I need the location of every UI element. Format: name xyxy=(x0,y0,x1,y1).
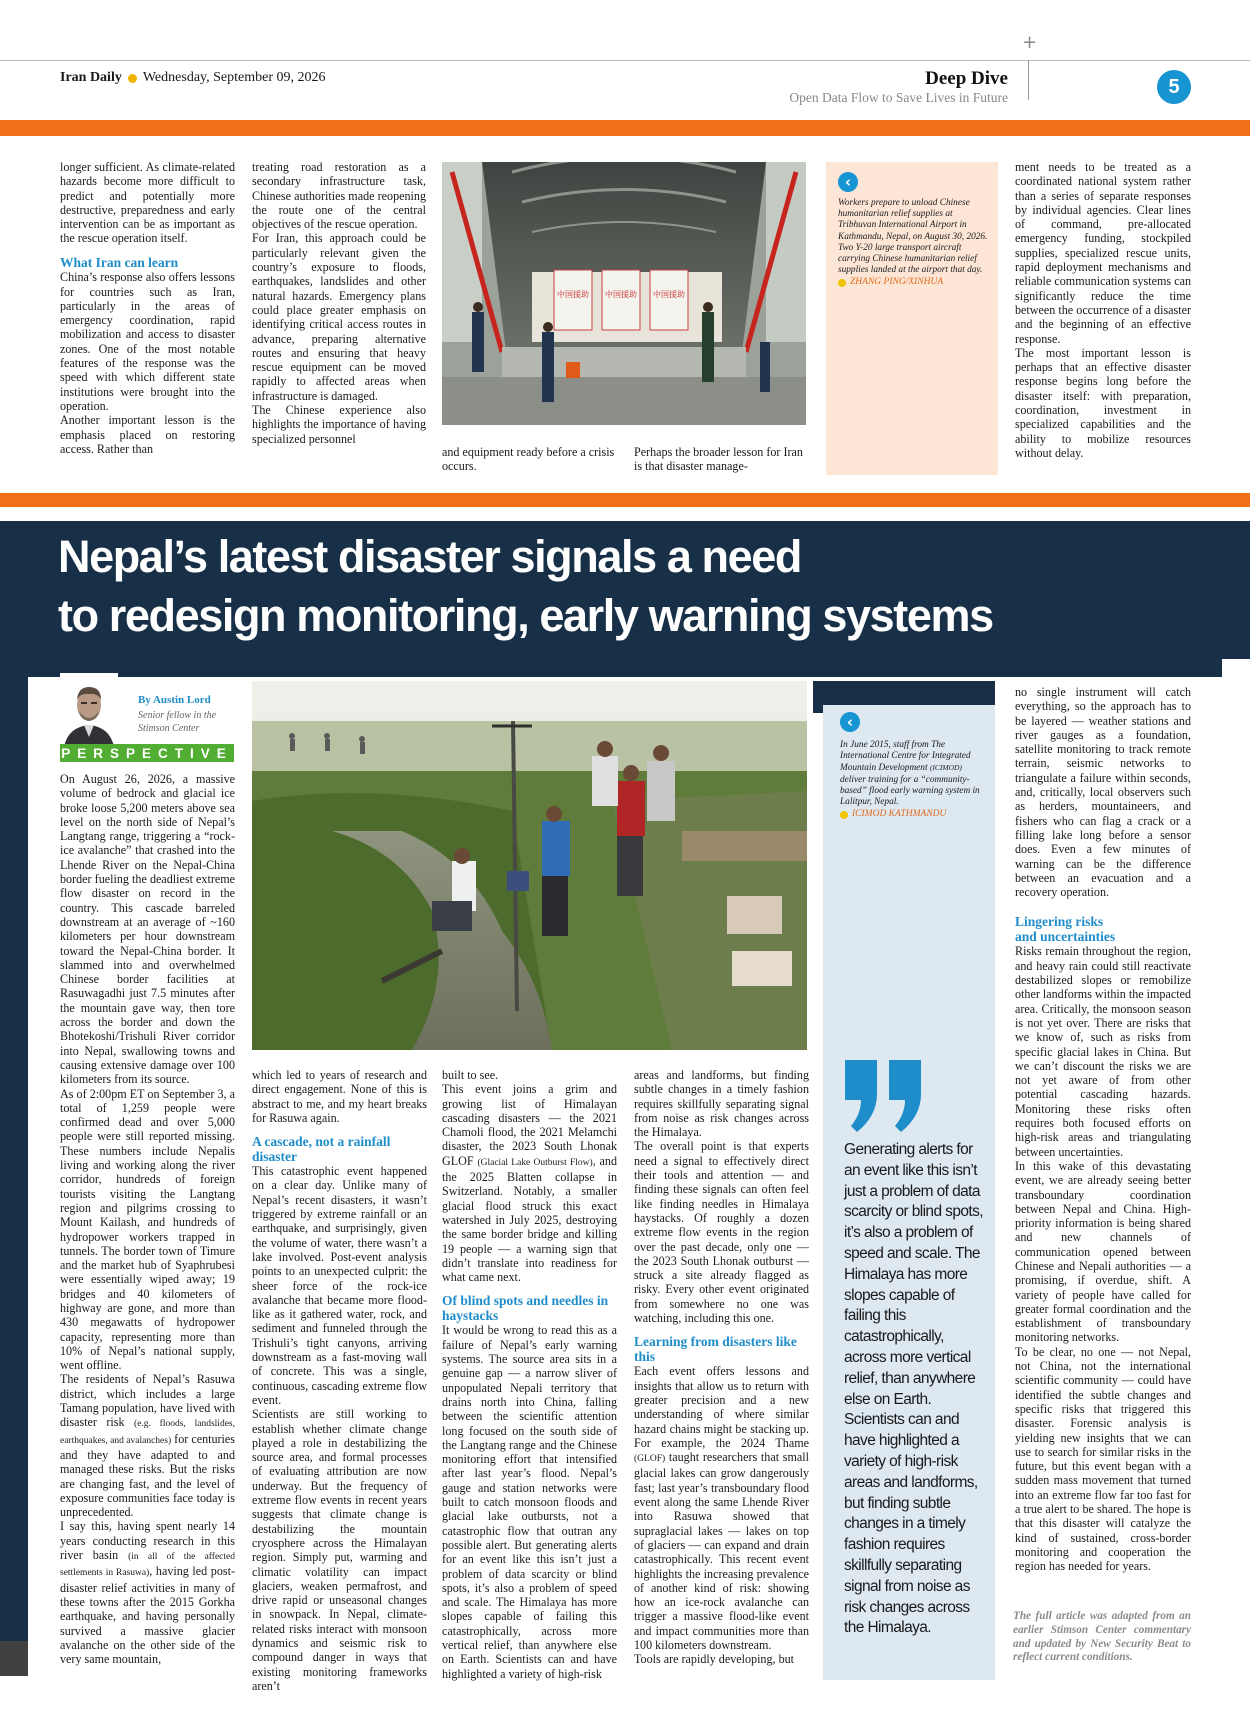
subheading: Of blind spots and needles in haystacks xyxy=(442,1293,609,1323)
quote-mark-icon xyxy=(843,1060,925,1137)
paragraph xyxy=(60,1519,235,1666)
subheading xyxy=(1015,915,1191,944)
section-title: Deep Dive xyxy=(925,68,1008,89)
subheading: What Iran can learn xyxy=(60,254,179,270)
text-run: (ICIMOD) xyxy=(929,763,962,773)
paragraph xyxy=(60,1372,235,1519)
headline-line-1: Nepal’s latest disaster signals a need xyxy=(58,531,801,582)
text-run: deliver training for a “community-based” flood early warning system in Lalitpur, Nepal. xyxy=(840,774,980,808)
top-article-column-5 xyxy=(1015,160,1191,460)
author-avatar xyxy=(60,673,118,747)
cargo-aircraft-photo xyxy=(442,162,806,425)
section-divider-bar xyxy=(0,493,1250,507)
flood-warning-training-photo xyxy=(252,681,807,1050)
box-label: 中国援助 xyxy=(557,290,589,299)
caption-text xyxy=(840,740,990,808)
top-article-column-3 xyxy=(442,445,618,474)
section-subtitle: Open Data Flow to Save Lives in Future xyxy=(789,90,1008,105)
paragraph: It would be wrong to read this as a failure of Nepal’s early warning systems. The source area sits in a genuine gap — a narrow sliver of unpopulated Nepali territory that drains north into China, falling between the scientific attention long focused on the south side of the Langtang range and the Chinese monitoring effort that intensified after last year’s flood. Nepal’s gauge and station networks were built to catch monsoon floods and glacial lake outbursts, not a catastrophic flow that outran any possible alert. But generating alerts for an event like this isn’t just a problem of data scarcity or blind spots, it’s also a problem of speed and scale. The Himalaya has more slopes capable of failing this catastrophically, across more vertical relief, than anywhere else on Earth. Scientists can and have highlighted a variety of high-risk xyxy=(442,1323,617,1681)
top-article-column-1 xyxy=(60,160,235,456)
crop-mark-plus: + xyxy=(1022,32,1038,53)
headline-line-2: to redesign monitoring, early warning systems xyxy=(58,590,993,641)
text-run: , and the 2025 Blatten collapse in Switzerland. Notably, a smaller glacial flood struck this exact watershed in July 2025, destroying the same border bridge and killing 19 people — a warning sign that didn’t translate into readiness for what came next. xyxy=(442,1153,617,1285)
paragraph: areas and landforms, but finding subtle changes in a timely fashion requires skillfully separating signal from noise as risk changes across the Himalaya. xyxy=(634,1068,809,1140)
side-panel-notch xyxy=(813,705,823,713)
main-column-6 xyxy=(1015,685,1191,1574)
main-column-2 xyxy=(252,1068,427,1693)
subheading: Learning from disasters like this xyxy=(634,1334,797,1364)
paragraph xyxy=(442,1082,617,1284)
photo-caption xyxy=(838,198,990,289)
main-headline xyxy=(58,527,1228,645)
text-run: Each event offers lessons and insights that allow us to return with greater precision and a new understanding of where similar hazard chains might be stacking up. For example, the 2024 Thame xyxy=(634,1364,809,1450)
left-edge-block xyxy=(0,1641,28,1676)
header-divider xyxy=(1028,60,1029,100)
paragraph: The overall point is that experts need a signal to effectively direct their tools and attention — and finding these signals can often feel like finding needles in Himalaya haystacks. Of roughly a dozen extreme flow events in the region over the past decade, only one — the 2023 South Lhonak outburst — struck a site already flagged as risky. Every other event originated from somewhere no one was watching, including this one. xyxy=(634,1139,809,1326)
paragraph: treating road restoration as a secondary infrastructure task, Chinese authorities made reopening the route one of the central objectives of the rescue operation. xyxy=(252,160,426,232)
paragraph: To be clear, no one — not Nepal, not China, not the international scientific community — could have identified the subtle changes and specific risks that triggered this disaster. Forensic analysis is yielding new insights that we can use to search for similar risks in the future, but this event began with a sudden mass movement that turned into an extreme flow far too fast for a true alert to be shared. The hope is that this disaster will catalyze the kind of sustained, cross-border monitoring and cooperation the region has needed for years. xyxy=(1015,1344,1191,1574)
article-source-note: The full article was adapted from an earlier Stimson Center commentary and updated by New Security Beat to reflect current conditions. xyxy=(1013,1610,1191,1664)
credit-dot-icon xyxy=(840,811,848,819)
chevron-left-icon: ‹ xyxy=(838,172,858,192)
credit-text: ICIMOD KATHMANDU xyxy=(852,809,947,820)
paragraph: China’s response also offers lessons for countries such as Iran, particularly in the areas of emergency coordination, rapid mobilization and access to disaster zones. One of the most notable features of the response was the speed with which different state institutions were brought into the operation. xyxy=(60,270,235,413)
paragraph: The most important lesson is perhaps that an effective disaster response begins long before the disaster itself: with preparation, coordination, investment in specialized capabilities and the ability to mobilize resources without delay. xyxy=(1015,345,1191,460)
main-column-4 xyxy=(634,1068,809,1667)
left-edge-band xyxy=(0,677,28,1641)
paper-name: Iran Daily xyxy=(60,70,122,85)
credit-text: ZHANG PING/XINHUA xyxy=(850,277,944,288)
paragraph: ment needs to be treated as a coordinated national system rather than a series of separate responses by individual agencies. Clear lines of command, pre-allocated emergency funding, stockpiled supplies, specialized rescue units, rapid deployment mechanisms and reliable communication systems can significantly reduce the time between the occurrence of a disaster and the beginning of an effective response. xyxy=(1015,160,1191,346)
paragraph: As of 2:00pm ET on September 3, a total of 1,259 people were confirmed dead and over 5,000 people were still reported missing. These numbers include Nepalis living and working along the river corridor, hundreds of foreign tourists visiting the Langtang region and pilgrims crossing to Mount Kailash, and hundreds of hydropower workers trapped in tunnels. The border town of Timure and the market hub of Syaphrubesi were essentially wiped away; 19 bridges and 40 kilometers of highway are gone, and more than 430 megawatts of hydropower capacity, representing more than 10% of Nepal’s national supply, went offline. xyxy=(60,1086,235,1373)
paragraph: and equipment ready before a crisis occurs. xyxy=(442,445,615,474)
photo-credit xyxy=(838,277,990,288)
paragraph: Risks remain throughout the region, and heavy rain could still reactivate destabilized slopes or remobilize other landforms within the impacted area. Critically, the monsoon season is not yet over. There are risks that we know of, such as risks from specific glacial lakes in China. But we can’t discount the risks we are not yet aware of from other potential cascading hazards. Monitoring these risks often requires both focused efforts on high-risk areas and triangulating between uncertainties. xyxy=(1015,944,1191,1159)
headline-band-extension xyxy=(0,659,1222,677)
paragraph: Tools are rapidly developing, but xyxy=(634,1652,795,1667)
paragraph: On August 26, 2026, a massive volume of bedrock and glacial ice broke loose 5,200 meters above sea level on the north side of Nepal’s Langtang range, triggering a “rock-ice avalanche” that crashed into the Lhende River on the Nepal-China border fueling the deadliest extreme flow disaster on record in the country. This cascade barreled downstream at an average of ~160 kilometers per hour downstream toward the Nepal-China border. It slammed into and overwhelmed Chinese border facilities at Rasuwagadhi just 7.5 minutes after the mountain gave way, then tore across the border and down the Bhotekoshi/Trishuli River corridor into Nepal, swallowing towns and causing extensive damage over 100 kilometers from its source. xyxy=(60,772,235,1087)
text-run: (e.g. floods, landslides, earthquakes, and avalanches) xyxy=(60,1419,235,1446)
main-column-1 xyxy=(60,772,235,1666)
text-run: The residents of Nepal’s Rasuwa district, which includes a large Tamang population, have lived with disaster risk xyxy=(60,1372,235,1430)
credit-dot-icon xyxy=(838,279,846,287)
issue-date: Wednesday, September 09, 2026 xyxy=(142,70,326,85)
subheading-line-1: Lingering risks xyxy=(1015,914,1104,930)
box-label: 中国援助 xyxy=(653,290,685,299)
pull-quote: Generating alerts for an event like this isn’t just a problem of data scarcity or blind spots, it’s also a problem of speed and scale. The Himalaya has more slopes capable of failing this catastrophically, across more vertical relief, than anywhere else on Earth. Scientists can and have highlighted a variety of high-risk areas and landforms, but finding subtle changes in a timely fashion requires skillfully separating signal from noise as risk changes across the Himalaya. xyxy=(844,1141,983,1637)
subheading-line-2: and uncertainties xyxy=(1015,928,1116,944)
paragraph: no single instrument will catch everything, so the approach has to be layered — weather stations and river gauges as a foundation, satellite monitoring to track remote terrain, seismic networks to triangulate a failure within seconds, and, critically, local observers such as herders, mountaineers, and fishers who can flag a crack or a filling lake long before a sensor does. Even a few minutes of warning can be the difference between an evacuation and a recovery operation. xyxy=(1015,685,1191,900)
text-run: This event joins a grim and growing list of Himalayan cascading disasters — the 2021 Chamoli flood, the 2021 Melamchi disaster, the 2023 South Lhonak GLOF xyxy=(442,1082,617,1168)
photo-credit xyxy=(840,809,990,820)
main-photo-caption xyxy=(840,740,990,820)
paragraph: which led to years of research and direct engagement. None of this is abstract to me, and my heart breaks for Rasuwa again. xyxy=(252,1068,427,1125)
author-name: By Austin Lord xyxy=(138,694,211,706)
text-run: taught researchers that small glacial lakes can grow dangerously fast; last year’s transboundary flood event along the same Lhende River into Rasuwa showed that supraglacial lakes — lakes on top of glaciers — can expand and drain catastrophically. This recent event highlights the increasing prevalence of another kind of risk: showing how an ice-rock avalanche can trigger a massive flood-like event and impact communities more than 100 kilometers downstream. xyxy=(634,1450,809,1652)
subheading: A cascade, not a rainfall disaster xyxy=(252,1134,391,1164)
top-accent-bar xyxy=(0,120,1250,136)
page-number-badge: 5 xyxy=(1157,70,1191,104)
text-run: In June 2015, staff from The International Centre for Integrated Mountain Development xyxy=(840,740,971,774)
paper-dateline xyxy=(60,70,326,86)
text-run: I say this, having spent nearly 14 years conducting research in this river basin xyxy=(60,1519,235,1563)
author-role-line-1: Senior fellow in the xyxy=(138,710,217,721)
text-run: (GLOF) xyxy=(634,1454,666,1465)
text-run: (in all of the affected settlements in Rasuwa) xyxy=(60,1552,235,1579)
paragraph: This catastrophic event happened on a clear day. Unlike many of Nepal’s recent disasters, it wasn’t triggered by extreme rainfall or an earthquake, and surprisingly, given the volume of water, there wasn’t a lake involved. Post-event analysis points to an unexpected culprit: the sheer force of the rock-ice avalanche that became more flood-like as it gathered water, rock, and sediment and funneled through the Trishuli’s tight canyons, arriving downstream as a fast-moving wall of concrete. This was a single, continuous, cascading extreme flow event. xyxy=(252,1164,427,1407)
perspective-label: PERSPECTIVE xyxy=(61,745,233,761)
author-role-line-2: Stimson Center xyxy=(138,722,200,734)
author-role xyxy=(138,710,216,735)
photo-caption-box xyxy=(826,162,998,475)
dateline-dot-icon xyxy=(128,74,137,83)
top-article-column-2 xyxy=(252,160,426,446)
paragraph: longer sufficient. As climate-related hazards become more difficult to predict and potentially more destructive, preparedness and early intervention can be as important as the rescue operation itself. xyxy=(60,160,235,246)
paragraph: In this wake of this devastating event, we are already seeing better transboundary coordination between Nepal and China. High-priority information is being shared and new channels of communication opened between Chinese and Nepali authorities — a promising, if overdue, shift. A variety of people have called for greater formal coordination and the establishment of transboundary monitoring networks. xyxy=(1015,1158,1191,1345)
text-run: (Glacial Lake Outburst Flow) xyxy=(477,1157,593,1168)
text-run: , having led post-disaster relief activities in many of these towns after the 2015 Gorkha earthquake, and having personally survived a massive glacier avalanche on the other side of the very same mountain, xyxy=(60,1564,235,1667)
top-article-column-4 xyxy=(634,445,810,474)
box-label: 中国援助 xyxy=(605,290,637,299)
paragraph: Perhaps the broader lesson for Iran is that disaster manage- xyxy=(634,445,803,474)
main-column-3 xyxy=(442,1068,617,1681)
paragraph: built to see. xyxy=(442,1068,499,1082)
side-panel-tab xyxy=(813,681,995,705)
chevron-left-icon: ‹ xyxy=(840,712,860,732)
header-rule xyxy=(0,60,1250,61)
caption-text: Workers prepare to unload Chinese humanitarian relief supplies at Tribhuvan International Airport in Kathmandu, Nepal, on August 30, 2026. Two Y-20 large transport aircraft carrying Chinese humanitarian relief supplies landed at the airport that day. xyxy=(838,198,988,276)
text-run: for centuries and they have adapted to and managed these risks. But the risks are changing fast, and the level of exposure communities face today is unprecedented. xyxy=(60,1431,235,1520)
paragraph: For Iran, this approach could be particularly relevant given the country’s exposure to floods, earthquakes, landslides and other natural hazards. Emergency plans could place greater emphasis on identifying critical access routes in advance, preparing alternative routes and ensuring that heavy rescue equipment can be moved rapidly to affected areas when infrastructure is damaged. xyxy=(252,231,426,403)
paragraph: Scientists are still working to establish whether climate change played a role in destabilizing the source area, and formal processes of evaluating attribution are now underway. But the frequency of extreme flow events in recent years suggests that climate change is destabilizing the mountain cryosphere across the Himalayan region. Simply put, warming and climatic volatility can impact glaciers, weaken permafrost, and drive rapid or unseasonal changes in snowpack. In Nepal, climate-related risks interact with monsoon dynamics and seismic risk to compound danger in ways that existing monitoring frameworks aren’t xyxy=(252,1407,427,1693)
paragraph xyxy=(634,1364,809,1652)
paragraph: Another important lesson is the emphasis placed on restoring access. Rather than xyxy=(60,413,235,456)
paragraph: The Chinese experience also highlights the importance of having specialized personnel xyxy=(252,403,426,446)
